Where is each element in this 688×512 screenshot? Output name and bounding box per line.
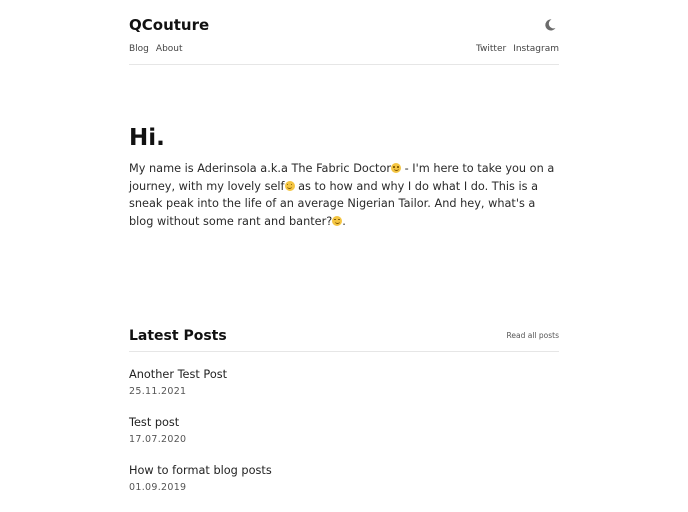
moon-icon[interactable] [543, 18, 557, 32]
list-item [129, 368, 559, 416]
intro-text-part-2: - I'm here to take you on a journey, with my lovely self [129, 162, 555, 193]
latest-posts-header [129, 328, 559, 352]
intro-text-part-3: as to how and why I do what I do. This is a sneak peak into the life of an average Nigerian Tailor. And hey, what's a blog without some rant and banter? [129, 179, 539, 228]
list-item [129, 416, 559, 464]
post-date: 01.09.2019 [129, 482, 187, 493]
intro-text-part-4: . [342, 214, 346, 228]
intro-heading: Hi. [129, 125, 165, 151]
post-date: 17.07.2020 [129, 434, 187, 445]
list-item [129, 464, 559, 512]
read-all-posts-link[interactable]: Read all posts [506, 331, 559, 340]
site-header [129, 0, 559, 65]
smiling-face-icon [391, 163, 401, 173]
post-title-link[interactable]: Test post [129, 416, 180, 429]
smiling-face-icon [332, 216, 342, 226]
nav-twitter-link[interactable]: Twitter [476, 44, 507, 54]
page [129, 0, 559, 493]
social-nav [469, 44, 559, 54]
site-brand[interactable]: QCouture [129, 16, 210, 34]
intro-text-part-1: My name is Aderinsola a.k.a The Fabric Doctor [129, 162, 392, 175]
primary-nav [129, 44, 190, 54]
intro-text [129, 160, 559, 230]
post-title-link[interactable]: How to format blog posts [129, 464, 272, 477]
post-date: 25.11.2021 [129, 386, 187, 397]
nav-instagram-link[interactable]: Instagram [513, 44, 559, 54]
nav-about-link[interactable]: About [155, 44, 183, 54]
post-title-link[interactable]: Another Test Post [129, 368, 228, 381]
nav-blog-link[interactable]: Blog [129, 44, 149, 54]
latest-posts-heading: Latest Posts [129, 328, 227, 344]
smiling-face-icon [285, 181, 295, 191]
post-list [129, 368, 559, 512]
intro-section [129, 125, 559, 230]
